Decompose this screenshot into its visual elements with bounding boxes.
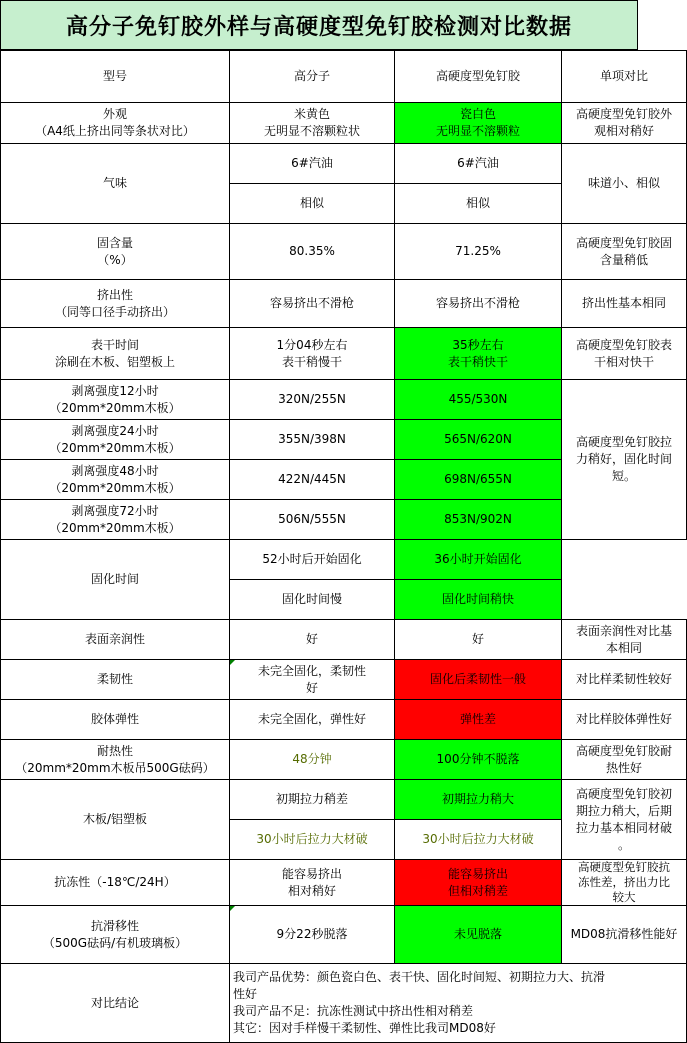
flex-compare: 对比样柔韧性较好 bbox=[562, 660, 687, 700]
board-a2: 30小时后拉力大材破 bbox=[230, 820, 395, 860]
comparison-table bbox=[0, 50, 687, 1043]
antislip-compare: MD08抗滑移性能好 bbox=[562, 906, 687, 964]
surface-dry-compare: 高硬度型免钉胶表 干相对快干 bbox=[562, 328, 687, 380]
peel-12h-b: 455/530N bbox=[395, 380, 562, 420]
freeze-label: 抗冻性（-18℃/24H） bbox=[1, 860, 230, 906]
antislip-a: 9分22秒脱落 bbox=[230, 906, 395, 964]
odor-b2: 相似 bbox=[395, 184, 562, 224]
appearance-b: 瓷白色 无明显不溶颗粒 bbox=[395, 103, 562, 144]
elastic-a: 未完全固化，弹性好 bbox=[230, 700, 395, 740]
peel-72h-a: 506N/555N bbox=[230, 500, 395, 540]
freeze-b: 能容易挤出 但相对稍差 bbox=[395, 860, 562, 906]
peel-24h-b: 565N/620N bbox=[395, 420, 562, 460]
header-sample-a: 高分子 bbox=[230, 51, 395, 103]
board-compare: 高硬度型免钉胶初 期拉力稍大，后期 拉力基本相同材破 。 bbox=[562, 780, 687, 860]
header-sample-b: 高硬度型免钉胶 bbox=[395, 51, 562, 103]
flex-a: 未完全固化，柔韧性 好 bbox=[230, 660, 395, 700]
flex-label: 柔韧性 bbox=[1, 660, 230, 700]
row-appearance bbox=[1, 103, 687, 144]
wetting-a: 好 bbox=[230, 620, 395, 660]
peel-48h-b: 698N/655N bbox=[395, 460, 562, 500]
row-peel-12h bbox=[1, 380, 687, 420]
odor-label: 气味 bbox=[1, 144, 230, 224]
surface-dry-label: 表干时间 涂刷在木板、铝塑板上 bbox=[1, 328, 230, 380]
appearance-compare: 高硬度型免钉胶外 观相对稍好 bbox=[562, 103, 687, 144]
row-cure-1 bbox=[1, 540, 687, 580]
peel-compare: 高硬度型免钉胶拉 力稍好，固化时间 短。 bbox=[562, 380, 687, 540]
row-flex bbox=[1, 660, 687, 700]
board-b2: 30小时后拉力大材破 bbox=[395, 820, 562, 860]
elastic-compare: 对比样胶体弹性好 bbox=[562, 700, 687, 740]
wetting-compare: 表面亲润性对比基 本相同 bbox=[562, 620, 687, 660]
extrude-b: 容易挤出不滑枪 bbox=[395, 280, 562, 328]
row-wetting bbox=[1, 620, 687, 660]
row-heat bbox=[1, 740, 687, 780]
cure-b2: 固化时间稍快 bbox=[395, 580, 562, 620]
appearance-label: 外观 （A4纸上挤出同等条状对比） bbox=[1, 103, 230, 144]
board-label: 木板/铝塑板 bbox=[1, 780, 230, 860]
header-compare: 单项对比 bbox=[562, 51, 687, 103]
wetting-b: 好 bbox=[395, 620, 562, 660]
appearance-a: 米黄色 无明显不溶颗粒状 bbox=[230, 103, 395, 144]
extrude-a: 容易挤出不滑枪 bbox=[230, 280, 395, 328]
elastic-label: 胶体弹性 bbox=[1, 700, 230, 740]
row-odor-1 bbox=[1, 144, 687, 184]
solid-compare: 高硬度型免钉胶固 含量稍低 bbox=[562, 224, 687, 280]
elastic-b: 弹性差 bbox=[395, 700, 562, 740]
freeze-a: 能容易挤出 相对稍好 bbox=[230, 860, 395, 906]
row-extrude bbox=[1, 280, 687, 328]
surface-dry-b: 35秒左右 表干稍快干 bbox=[395, 328, 562, 380]
row-board-1 bbox=[1, 780, 687, 820]
solid-a: 80.35% bbox=[230, 224, 395, 280]
wetting-label: 表面亲润性 bbox=[1, 620, 230, 660]
odor-compare: 味道小、相似 bbox=[562, 144, 687, 224]
row-freeze bbox=[1, 860, 687, 906]
board-b1: 初期拉力稍大 bbox=[395, 780, 562, 820]
row-surface-dry bbox=[1, 328, 687, 380]
heat-b: 100分钟不脱落 bbox=[395, 740, 562, 780]
cure-a1: 52小时后开始固化 bbox=[230, 540, 395, 580]
cure-b1: 36小时开始固化 bbox=[395, 540, 562, 580]
row-conclusion bbox=[1, 964, 687, 1043]
solid-label: 固含量 （%） bbox=[1, 224, 230, 280]
extrude-label: 挤出性 （同等口径手动挤出） bbox=[1, 280, 230, 328]
cure-a2: 固化时间慢 bbox=[230, 580, 395, 620]
odor-b1: 6#汽油 bbox=[395, 144, 562, 184]
row-elastic bbox=[1, 700, 687, 740]
solid-b: 71.25% bbox=[395, 224, 562, 280]
freeze-compare: 高硬度型免钉胶抗 冻性差，挤出力比 较大 bbox=[562, 860, 687, 906]
heat-compare: 高硬度型免钉胶耐 热性好 bbox=[562, 740, 687, 780]
peel-24h-a: 355N/398N bbox=[230, 420, 395, 460]
flex-b: 固化后柔韧性一般 bbox=[395, 660, 562, 700]
table-header-row bbox=[1, 51, 687, 103]
header-model: 型号 bbox=[1, 51, 230, 103]
peel-72h-label: 剥离强度72小时 （20mm*20mm木板） bbox=[1, 500, 230, 540]
heat-label: 耐热性 （20mm*20mm木板吊500G砝码） bbox=[1, 740, 230, 780]
board-a1: 初期拉力稍差 bbox=[230, 780, 395, 820]
peel-48h-label: 剥离强度48小时 （20mm*20mm木板） bbox=[1, 460, 230, 500]
peel-12h-a: 320N/255N bbox=[230, 380, 395, 420]
heat-a: 48分钟 bbox=[230, 740, 395, 780]
conclusion-label: 对比结论 bbox=[1, 964, 230, 1043]
surface-dry-a: 1分04秒左右 表干稍慢干 bbox=[230, 328, 395, 380]
peel-48h-a: 422N/445N bbox=[230, 460, 395, 500]
cure-label: 固化时间 bbox=[1, 540, 230, 620]
peel-72h-b: 853N/902N bbox=[395, 500, 562, 540]
row-antislip bbox=[1, 906, 687, 964]
row-solid bbox=[1, 224, 687, 280]
page-title: 高分子免钉胶外样与高硬度型免钉胶检测对比数据 bbox=[0, 0, 638, 50]
peel-12h-label: 剥离强度12小时 （20mm*20mm木板） bbox=[1, 380, 230, 420]
extrude-compare: 挤出性基本相同 bbox=[562, 280, 687, 328]
odor-a1: 6#汽油 bbox=[230, 144, 395, 184]
odor-a2: 相似 bbox=[230, 184, 395, 224]
conclusion-text: 我司产品优势：颜色瓷白色、表干快、固化时间短、初期拉力大、抗滑 性好 我司产品不足：抗冻性测试中挤出性相对稍差 其它：因对手样慢干柔韧性、弹性比我司MD08好 bbox=[230, 964, 687, 1043]
antislip-b: 未见脱落 bbox=[395, 906, 562, 964]
peel-24h-label: 剥离强度24小时 （20mm*20mm木板） bbox=[1, 420, 230, 460]
antislip-label: 抗滑移性 （500G砝码/有机玻璃板） bbox=[1, 906, 230, 964]
